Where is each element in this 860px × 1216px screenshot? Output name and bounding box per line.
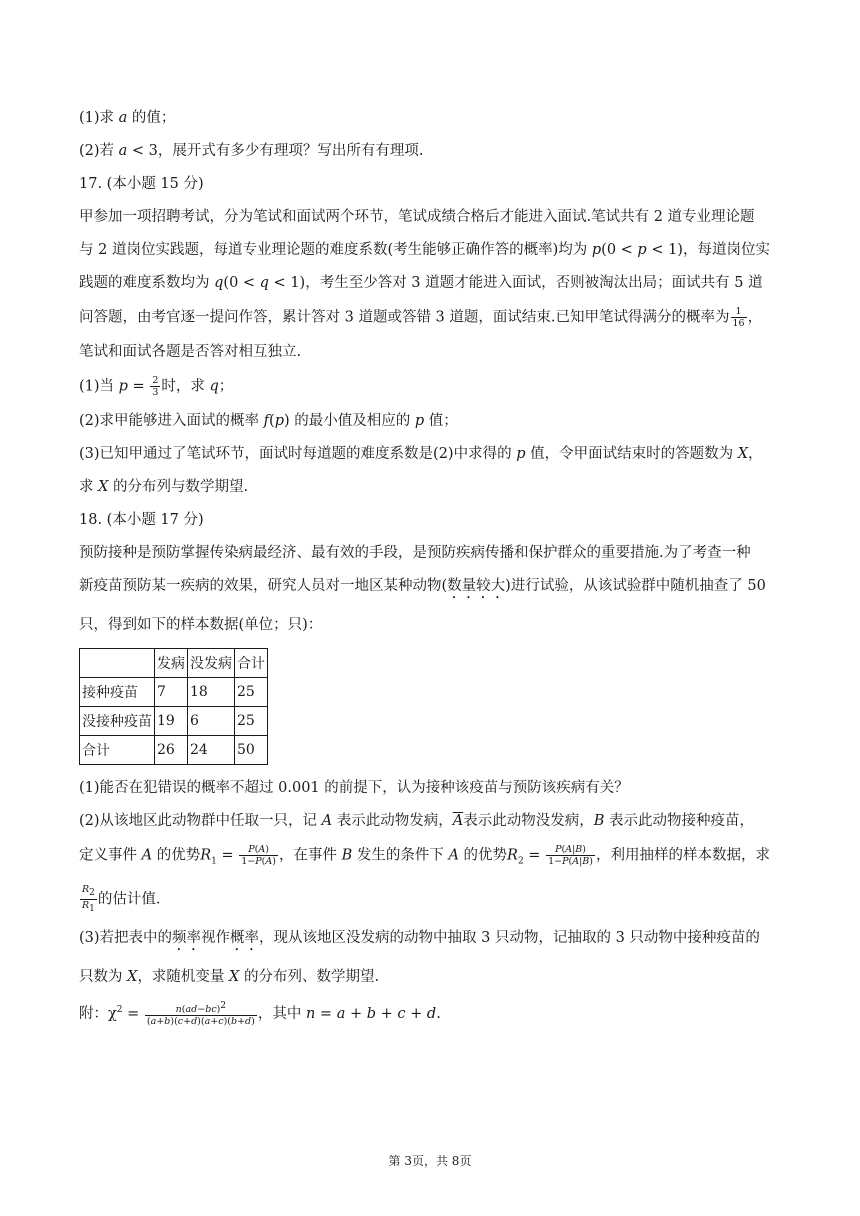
fraction-r2-r1: $\frac{R_2}{R_1}$: [82, 884, 95, 915]
q18-part2: (2)从该地区此动物群中任取一只，记 A 表示此动物发病，$\overline{A}$表示此动物没发病，B 表示此动物接种疫苗， 定义事件 A 的优势$R_1$ = $\frac{P(A)}{1-P(A)}$ ，在事件 B 发生的条件下 A 的优势$R_2$ = $\frac{P(A|B)}{1-P(A|B)}$ ，利用抽样的样本数据，求 $\frac{R_2}{R_1}$ 的估计值.: [79, 813, 770, 915]
sample-data-table: [79, 648, 268, 765]
table-cell: 50: [235, 736, 268, 765]
q18-part3: (3)若把表中的频率视作概率，现从该地区没发病的动物中抽取 3 只动物，记抽取的 3 只动物中接种疫苗的 只数为 X，求随机变量 X 的分布列、数学期望.: [79, 930, 760, 986]
q18-part1: (1)能否在犯错误的概率不超过 0.001 的前提下，认为接种该疫苗与预防该疾病有关？: [79, 780, 629, 796]
q18-stem: 预防接种是预防掌握传染病最经济、最有效的手段，是预防疾病传播和保护群众的重要措施.为了考查一种 新疫苗预防某一疾病的效果，研究人员对一地区某种动物(数量较大)进行试验，从该试验群中随机抽查了 50 只，得到如下的样本数据(单位；只)：: [79, 545, 766, 633]
fraction-chi-square: $\frac{n(ad-bc)^2}{(a+b)(c+d)(a+c)(b+d)}$: [146, 1000, 255, 1028]
page-footer: 第 3页，共 8页: [388, 1154, 472, 1168]
table-row: [80, 707, 268, 736]
table-cell: 合计: [80, 736, 155, 765]
fraction-odds-r2: $\frac{P(A|B)}{1-P(A|B)}$: [548, 844, 593, 867]
q17-header: 17. (本小题 15 分): [79, 176, 204, 192]
q16-part1: (1)求 a 的值；: [79, 110, 176, 126]
table-header-cell: [80, 649, 155, 678]
table-cell: 26: [155, 736, 188, 765]
table-cell: 24: [188, 736, 235, 765]
table-header-cell: 合计: [235, 649, 268, 678]
table-header-cell: 没发病: [188, 649, 235, 678]
table-cell: 6: [188, 707, 235, 736]
table-cell: 没接种疫苗: [80, 707, 155, 736]
table-cell: 7: [155, 678, 188, 707]
q18-header: 18. (本小题 17 分): [79, 512, 204, 528]
table-cell: 25: [235, 678, 268, 707]
fraction-odds-r1: $\frac{P(A)}{1-P(A)}$: [241, 844, 276, 867]
table-header-cell: 发病: [155, 649, 188, 678]
document-page: [79, 108, 789, 1040]
q17-part3: (3)已知甲通过了笔试环节，面试时每道题的难度系数是(2)中求得的 p 值，令甲面试结束时的答题数为 X， 求 X 的分布列与数学期望.: [79, 446, 763, 495]
table-cell: 19: [155, 707, 188, 736]
q16-part2: (2)若 a < 3，展开式有多少有理项？写出所有有理项.: [79, 143, 424, 159]
fraction-1-16: $\frac{1}{16}$: [732, 306, 745, 329]
q17-stem: 甲参加一项招聘考试，分为笔试和面试两个环节，笔试成绩合格后才能进入面试.笔试共有 2 道专业理论题 与 2 道岗位实践题，每道专业理论题的难度系数(考生能够正确作答的概率)均为 p(0 < p < 1)，每道岗位实 践题的难度系数均为 q(0 < q < 1)，考生至少答对 3 道题才能进入面试，否则被淘汰出局；面试共有 5 道 问答题，由考官逐一提问作答，累计答对 3 道题或答错 3 道题，面试结束.已知甲笔试得满分的概率为 $\frac{1}{16}$ ， 笔试和面试各题是否答对相互独立.: [79, 209, 770, 360]
table-header-row: [80, 649, 268, 678]
table-row: [80, 678, 268, 707]
fraction-2-3: $\frac{2}{3}$: [152, 375, 159, 398]
table-row: [80, 736, 268, 765]
table-cell: 18: [188, 678, 235, 707]
q17-part2: (2)求甲能够进入面试的概率 f(p) 的最小值及相应的 p 值；: [79, 413, 458, 429]
q18-appendix: 附：$\chi^2$ = $\frac{n(ad-bc)^2}{(a+b)(c+d)(a+c)(b+d)}$ ，其中 n = a + b + c + d.: [79, 1000, 441, 1028]
table-cell: 接种疫苗: [80, 678, 155, 707]
q17-part1: (1)当 p = $\frac{2}{3}$ 时，求 q；: [79, 375, 234, 398]
table-cell: 25: [235, 707, 268, 736]
